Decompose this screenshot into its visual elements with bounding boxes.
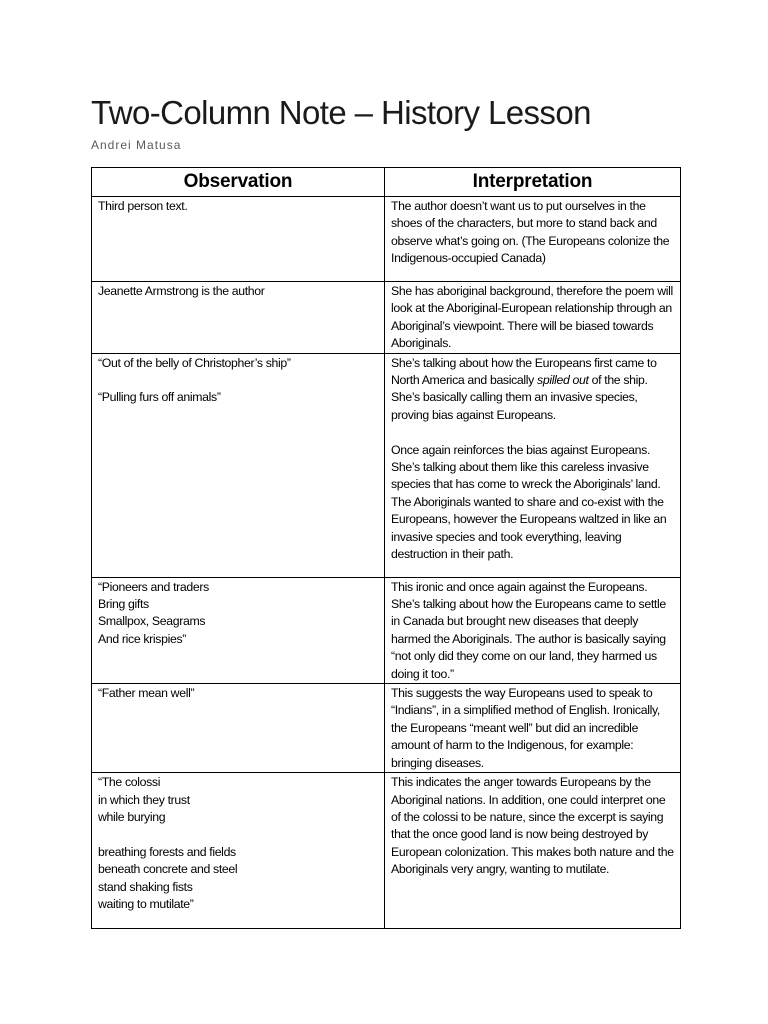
interpretation-cell: This indicates the anger towards Europeans by the Aboriginal nations. In addition, one could interpret one of the colossi to be nature, since the excerpt is saying that the once good land is now being destroyed by European colonization. This makes both nature and the Aboriginals very angry, wanting to mutilate. bbox=[385, 773, 681, 929]
observation-cell bbox=[92, 197, 385, 282]
observation-line: while burying bbox=[98, 809, 166, 824]
observation-line: “Pioneers and traders bbox=[98, 579, 209, 594]
interpretation-cell bbox=[385, 353, 681, 577]
interpretation-cell: The author doesn’t want us to put ourselves in the shoes of the characters, but more to stand back and observe what’s going on. (The Europeans colonize the Indigenous-occupied Canada) bbox=[385, 197, 681, 282]
interpretation-cell: She has aboriginal background, therefore the poem will look at the Aboriginal-European relationship through an Aboriginal’s viewpoint. There will be biased towards Aboriginals. bbox=[385, 282, 681, 354]
interpretation-paragraph bbox=[391, 355, 674, 425]
observation-line: And rice krispies” bbox=[98, 631, 187, 646]
interpretation-text: She’s talking about how the Europeans first came to North America and basically bbox=[391, 355, 657, 388]
table-row bbox=[92, 684, 681, 773]
table-row bbox=[92, 282, 681, 354]
observation-line: “Pulling furs off animals” bbox=[98, 390, 221, 405]
table-row bbox=[92, 577, 681, 683]
observation-line: beneath concrete and steel bbox=[98, 862, 238, 877]
table-row bbox=[92, 197, 681, 282]
interpretation-header: Interpretation bbox=[385, 168, 681, 197]
document-title: Two-Column Note – History Lesson bbox=[91, 94, 591, 131]
interpretation-paragraph: Once again reinforces the bias against Europeans. She’s talking about them like this careless invasive species that has come to wreck the Aboriginals’ land. The Aboriginals wanted to share and co-exist with the Europeans, however the Europeans waltzed in like an invasive species and took everything, leaving destruction in their path. bbox=[391, 442, 667, 562]
document-author: Andrei Matusa bbox=[91, 138, 182, 152]
observation-line: Bring gifts bbox=[98, 597, 149, 612]
observation-cell bbox=[92, 353, 385, 577]
observation-line: stand shaking fists bbox=[98, 879, 193, 894]
observation-line: “Out of the belly of Christopher’s ship” bbox=[98, 355, 291, 370]
observation-line: Jeanette Armstrong is the author bbox=[98, 284, 265, 298]
table-row bbox=[92, 353, 681, 577]
table-header-row bbox=[92, 168, 681, 197]
observation-line: breathing forests and fields bbox=[98, 844, 236, 859]
observation-header: Observation bbox=[92, 168, 385, 197]
observation-line: in which they trust bbox=[98, 792, 190, 807]
observation-line: Third person text. bbox=[98, 199, 188, 213]
observation-line: “The colossi bbox=[98, 775, 161, 790]
observation-cell bbox=[92, 577, 385, 683]
observation-line: waiting to mutilate” bbox=[98, 896, 194, 911]
observation-line: Smallpox, Seagrams bbox=[98, 614, 206, 629]
interpretation-cell: This suggests the way Europeans used to speak to “Indians”, in a simplified method of English. Ironically, the Europeans “meant well” but did an incredible amount of harm to the Indigenous, for example: bringing diseases. bbox=[385, 684, 681, 773]
interpretation-cell: This ironic and once again against the Europeans. She’s talking about how the Europeans came to settle in Canada but brought new diseases that deeply harmed the Aboriginals. The author is basically saying “not only did they come on our land, they harmed us doing it too.” bbox=[385, 577, 681, 683]
table-row bbox=[92, 773, 681, 929]
interpretation-text: of the ship. She’s basically calling them an invasive species, proving bias against Europeans. bbox=[391, 373, 648, 422]
emphasis-text: spilled out bbox=[537, 373, 589, 388]
observation-cell bbox=[92, 773, 385, 929]
observation-cell bbox=[92, 684, 385, 773]
two-column-note-table bbox=[91, 167, 681, 929]
observation-cell bbox=[92, 282, 385, 354]
observation-line: “Father mean well” bbox=[98, 686, 195, 701]
